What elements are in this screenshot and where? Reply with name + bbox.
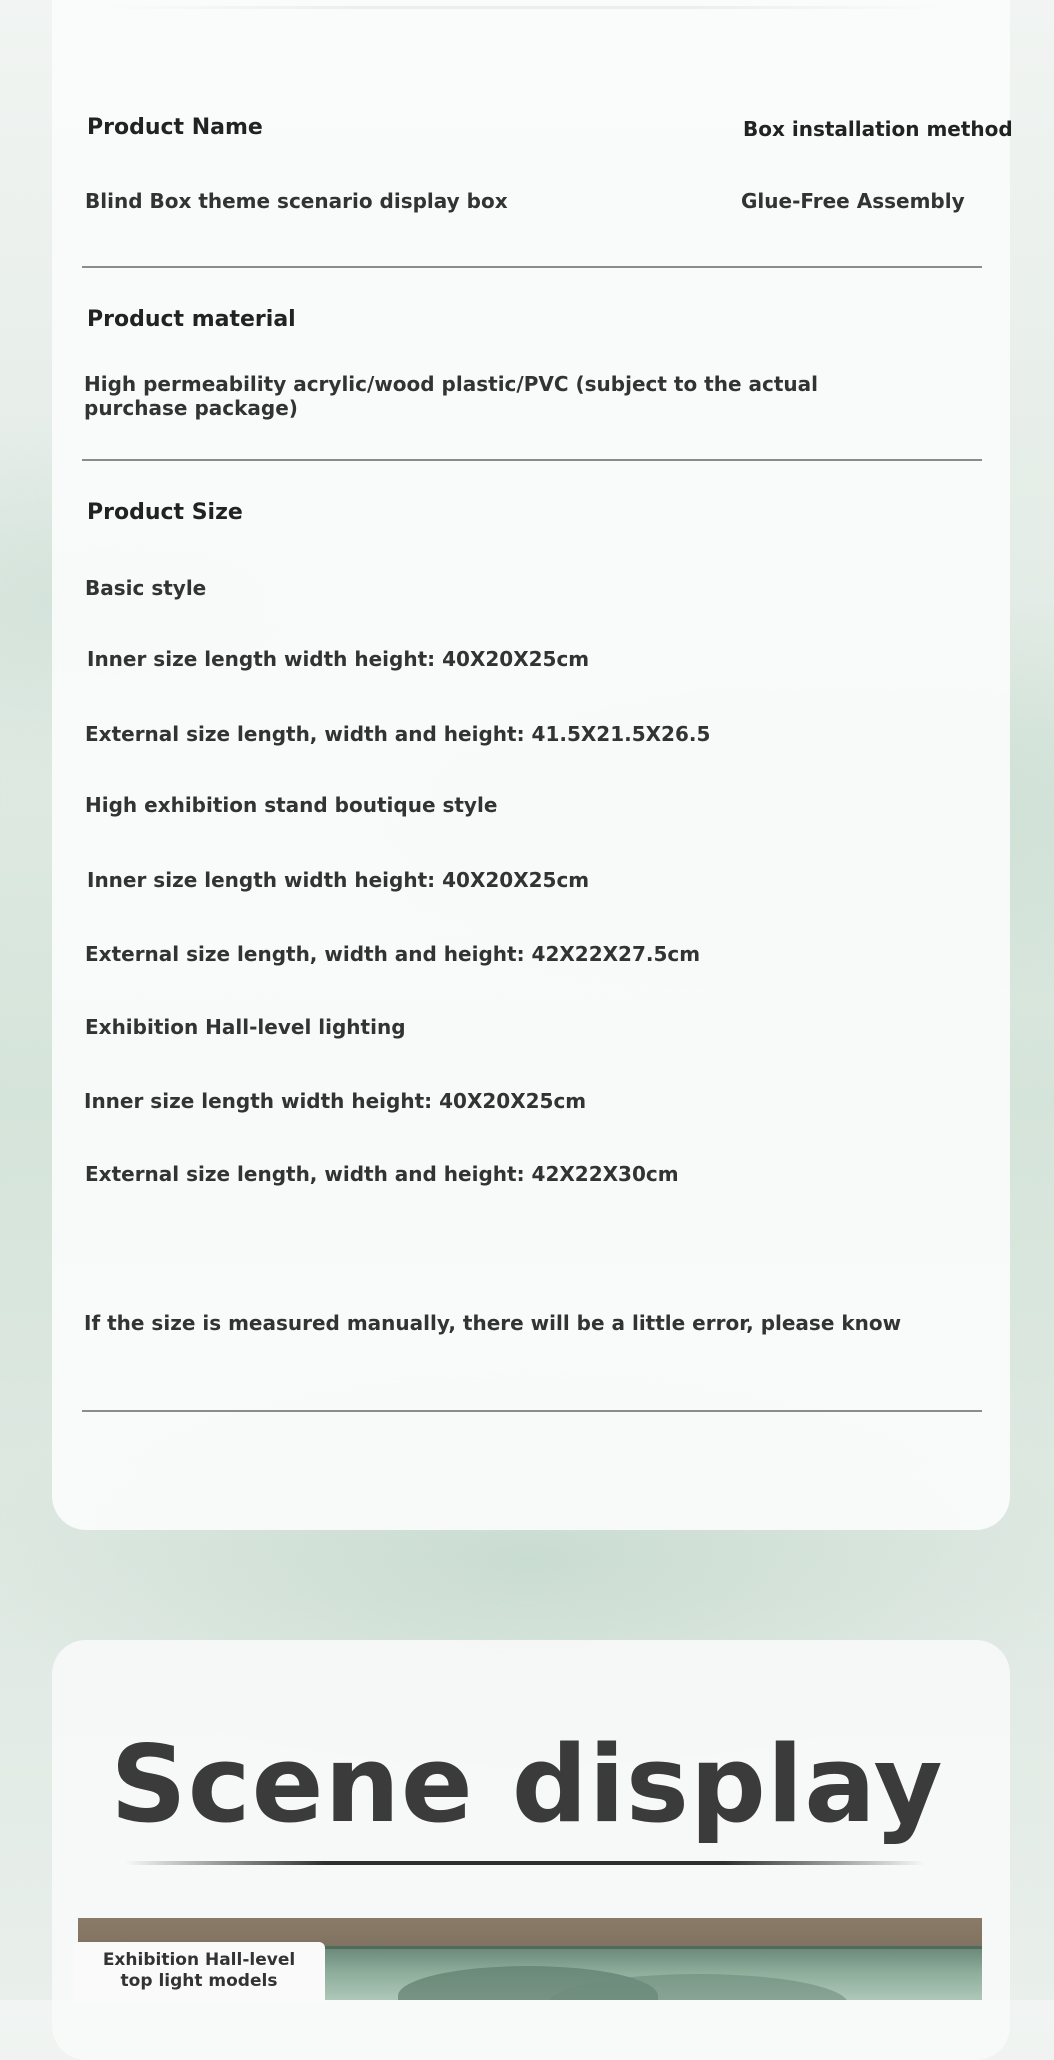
style-inner-boutique: Inner size length width height: 40X20X25cm	[87, 868, 590, 892]
style-name-boutique: High exhibition stand boutique style	[85, 793, 498, 817]
style-inner-basic: Inner size length width height: 40X20X25cm	[87, 647, 590, 671]
product-size-label: Product Size	[87, 500, 243, 525]
style-inner-lighting: Inner size length width height: 40X20X25cm	[84, 1089, 587, 1113]
product-name-label: Product Name	[87, 115, 263, 140]
specs-panel	[52, 0, 1010, 1530]
style-external-basic: External size length, width and height: 41.5X21.5X26.5	[85, 722, 711, 746]
product-material-value: High permeability acrylic/wood plastic/PVC (subject to the actual purchase package)	[84, 372, 818, 420]
photo-caption: Exhibition Hall-level top light models	[73, 1942, 325, 2004]
style-external-lighting: External size length, width and height: 42X22X30cm	[85, 1162, 679, 1186]
measurement-note: If the size is measured manually, there will be a little error, please know	[84, 1311, 902, 1335]
product-material-label: Product material	[87, 307, 296, 332]
style-name-lighting: Exhibition Hall-level lighting	[85, 1015, 406, 1039]
installation-method-label: Box installation method	[743, 117, 1013, 141]
style-external-boutique: External size length, width and height: 42X22X27.5cm	[85, 942, 701, 966]
installation-method-value: Glue-Free Assembly	[741, 189, 965, 213]
divider-1	[82, 266, 982, 268]
divider-2	[82, 459, 982, 461]
scene-title-underline	[125, 1861, 925, 1865]
divider-3	[82, 1410, 982, 1412]
product-name-value: Blind Box theme scenario display box	[85, 189, 508, 213]
scene-display-title: Scene display	[110, 1723, 944, 1846]
style-name-basic: Basic style	[85, 576, 207, 600]
